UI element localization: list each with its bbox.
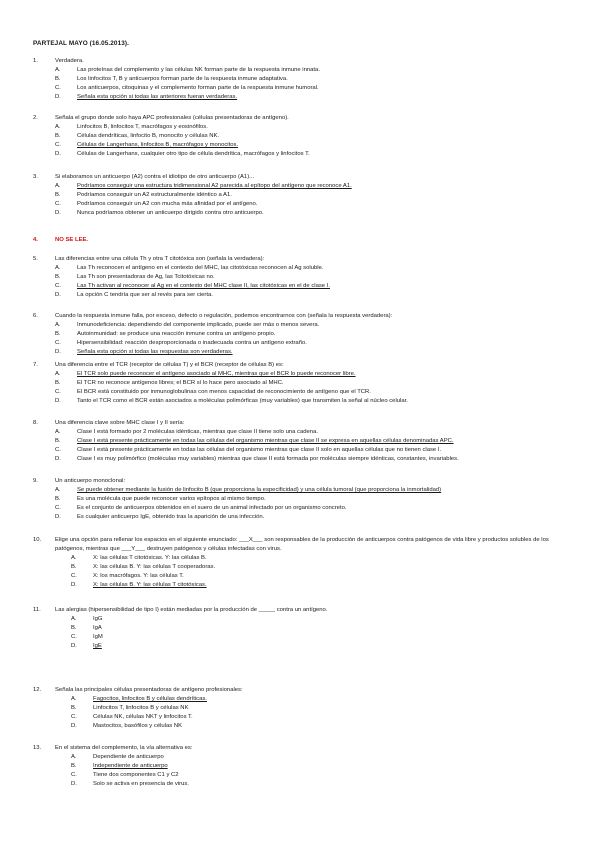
question-text: Elige una opción para rellenar los espacios en el siguiente enunciado: ___X___ son responsables de la producción de anticuerpos contra patógenos de vida libre y productos solubles de los patógenos, mientras que ___Y___ destruyen patógenos y células infectadas con virus.	[55, 537, 549, 552]
correct-option-text: Podríamos conseguir una estructura tridimensional A2 parecida al epítopo del antígeno que reconoce A1.	[77, 183, 352, 189]
option-letter: B.	[71, 705, 77, 711]
option-a	[55, 182, 578, 191]
option-text: Las Th reconocen el antígeno en el contexto del MHC, las citotóxicas reconocen al Ag soluble.	[77, 265, 324, 271]
option-letter: A.	[71, 754, 77, 760]
question-number: 6.	[33, 313, 38, 319]
option-letter: A.	[55, 487, 61, 493]
question-number: 4.	[33, 237, 38, 243]
option-letter: C.	[55, 340, 61, 346]
option-letter: C.	[55, 85, 61, 91]
option-text: Clase I es muy polimórfico (moléculas muy variables) mientras que clase II está formada por moléculas siempre idénticas, constantes, invariables.	[77, 456, 459, 462]
option-b	[71, 624, 578, 633]
question-text: Si elaboramos un anticuerpo (A2) contra el idiotipo de otro anticuerpo (A1)...	[55, 174, 255, 180]
option-a	[55, 321, 578, 330]
option-letter: D.	[71, 723, 77, 729]
option-b	[55, 437, 578, 446]
option-letter: D.	[55, 398, 61, 404]
option-text: Clase I está formado por 2 moléculas idénticas, mientras que clase II tiene solo una cadena.	[77, 429, 318, 435]
correct-option-text: Células de Langerhans, linfocitos B, macrófagos y monocitos.	[77, 142, 239, 148]
question-8	[33, 419, 578, 464]
option-text: Autoinmunidad: se produce una reacción inmune contra un antígeno propio.	[77, 331, 276, 337]
question-9	[33, 477, 578, 522]
correct-option-text: El TCR solo puede reconocer el antígeno asociado al MHC, mientras que el BCR lo puede reconocer libre.	[77, 371, 356, 377]
option-letter: D.	[55, 151, 61, 157]
option-letter: C.	[55, 283, 61, 289]
option-list	[55, 428, 578, 464]
option-letter: C.	[55, 201, 61, 207]
question-number: 3.	[33, 174, 38, 180]
question-text: En el sistema del complemento, la vía alternativa es:	[55, 745, 193, 751]
option-d	[71, 642, 578, 651]
question-10	[33, 536, 578, 590]
option-a	[55, 264, 578, 273]
option-b	[55, 495, 578, 504]
option-text: IgM	[93, 634, 103, 640]
option-list	[55, 321, 578, 357]
option-letter: A.	[55, 322, 61, 328]
question-number: 12.	[33, 687, 42, 693]
option-c	[71, 572, 578, 581]
option-list	[71, 753, 578, 789]
option-letter: A.	[71, 696, 77, 702]
correct-option-text: IgE	[93, 643, 102, 649]
option-letter: D.	[55, 514, 61, 520]
option-c	[55, 504, 578, 513]
option-letter: B.	[55, 274, 61, 280]
option-b	[71, 762, 578, 771]
option-text: IgA	[93, 625, 102, 631]
option-c	[71, 713, 578, 722]
option-a	[71, 554, 578, 563]
question-text: Una diferencia entre el TCR (receptor de células T) y el BCR (receptor de células B) es:	[55, 362, 284, 368]
correct-option-text: Clase I está presente prácticamente en todas las células del organismo mientras que clase II se expresa en aquellas células denominadas APC.	[77, 438, 454, 444]
option-letter: B.	[55, 380, 61, 386]
option-c	[55, 339, 578, 348]
option-letter: D.	[71, 781, 77, 787]
option-list	[71, 554, 578, 590]
option-letter: A.	[55, 265, 61, 271]
option-letter: B.	[55, 438, 61, 444]
correct-option-text: X: las células B. Y: las células T citotóxicas.	[93, 582, 207, 588]
option-b	[55, 132, 578, 141]
question-2	[33, 114, 578, 159]
option-text: X: las células T citotóxicas. Y: las células B.	[93, 555, 207, 561]
option-list	[55, 486, 578, 522]
option-text: La opción C tendría que ser al revés para ser cierta.	[77, 292, 213, 298]
option-d	[55, 348, 578, 357]
correct-option-text: Señala esta opción si todas las respuestas son verdaderas.	[77, 349, 233, 355]
option-c	[55, 446, 578, 455]
option-letter: A.	[55, 371, 61, 377]
question-text: Señala el grupo donde solo haya APC profesionales (células presentadoras de antígeno).	[55, 115, 289, 121]
option-text: Células NK, células NKT y linfocitos T.	[93, 714, 193, 720]
option-text: Podríamos conseguir un A2 con mucha más afinidad por el antígeno.	[77, 201, 258, 207]
question-11	[33, 606, 578, 651]
option-d	[55, 291, 578, 300]
question-text: Las diferencias entre una célula Th y otra T citotóxica son (señala la verdadera):	[55, 256, 265, 262]
option-letter: D.	[55, 349, 61, 355]
option-text: Las Th son presentadoras de Ag, las Tcitotóxicas no.	[77, 274, 215, 280]
correct-option-text: Fagocitos, linfocitos B y células dendríticas.	[93, 696, 207, 702]
question-number: 9.	[33, 478, 38, 484]
question-number: 13.	[33, 745, 42, 751]
option-text: Las proteínas del complemento y las células NK forman parte de la respuesta inmune innata.	[77, 67, 320, 73]
option-letter: D.	[71, 643, 77, 649]
option-text: Hipersensibilidad: reacción desproporcionada o inadecuada contra un antígeno extraño.	[77, 340, 307, 346]
question-6	[33, 312, 578, 357]
option-letter: C.	[71, 634, 77, 640]
question-text: NO SE LEE.	[55, 237, 89, 243]
question-number: 5.	[33, 256, 38, 262]
option-text: El BCR está constituido por inmunoglobulinas con menos capacidad de reconocimiento de antígeno que el TCR.	[77, 389, 371, 395]
option-letter: B.	[55, 192, 61, 198]
option-text: X: los macrófagos. Y: las células T.	[93, 573, 184, 579]
option-d	[55, 150, 578, 159]
option-text: Células dendríticas, linfocito B, monocito y células NK.	[77, 133, 220, 139]
option-c	[55, 388, 578, 397]
option-list	[55, 370, 578, 406]
option-letter: C.	[71, 573, 77, 579]
option-letter: B.	[71, 625, 77, 631]
option-letter: C.	[55, 142, 61, 148]
option-text: Células de Langerhans, cualquier otro tipo de célula dendrítica, macrófagos y linfocitos T.	[77, 151, 310, 157]
question-1	[33, 57, 578, 102]
question-text: Las alergias (hipersensibilidad de tipo I) están mediadas por la producción de _____ contra un antígeno.	[55, 607, 328, 613]
question-13	[33, 744, 578, 789]
option-c	[55, 282, 578, 291]
option-b	[55, 379, 578, 388]
option-letter: B.	[71, 763, 77, 769]
option-d	[55, 455, 578, 464]
option-d	[71, 722, 578, 731]
option-text: Linfocitos T, linfocitos B y células NK	[93, 705, 189, 711]
option-a	[55, 66, 578, 75]
option-letter: D.	[71, 582, 77, 588]
option-letter: B.	[55, 133, 61, 139]
question-number: 8.	[33, 420, 38, 426]
option-b	[55, 273, 578, 282]
option-text: Los linfocitos T, B y anticuerpos forman parte de la respuesta inmune adaptativa.	[77, 76, 288, 82]
option-letter: B.	[55, 496, 61, 502]
option-text: Nunca podríamos obtener un anticuerpo dirigido contra otro anticuerpo.	[77, 210, 264, 216]
question-number: 10.	[33, 537, 42, 543]
question-number: 7.	[33, 362, 38, 368]
correct-option-text: Las Th activan al reconocer al Ag en el contexto del MHC clase II, las citotóxicas en el de clase I.	[77, 283, 330, 289]
option-a	[55, 370, 578, 379]
option-text: IgG	[93, 616, 103, 622]
correct-option-text: Se puede obtener mediante la fusión de linfocito B (que proporciona la especificidad) y una célula tumoral (que proporciona la inmortalidad)	[77, 487, 442, 493]
option-text: Es cualquier anticuerpo IgE, obtenido tras la aparición de una infección.	[77, 514, 265, 520]
option-text: Inmunodeficiencia: dependiendo del componente implicado, puede ser más o menos severa.	[77, 322, 320, 328]
option-letter: C.	[55, 389, 61, 395]
option-c	[55, 141, 578, 150]
option-a	[71, 615, 578, 624]
question-number: 1.	[33, 58, 38, 64]
option-d	[55, 209, 578, 218]
option-letter: C.	[71, 714, 77, 720]
option-text: Dependiente de anticuerpo	[93, 754, 164, 760]
option-text: Es el conjunto de anticuerpos obtenidos en el suero de un animal infectado por un organismo concreto.	[77, 505, 347, 511]
question-text: Un anticuerpo monoclonal:	[55, 478, 126, 484]
option-list	[55, 182, 578, 218]
option-a	[55, 486, 578, 495]
question-text: Verdadera.	[55, 58, 84, 64]
option-d	[71, 780, 578, 789]
option-text: Los anticuerpos, citoquinas y el complemento forman parte de la respuesta inmune humoral.	[77, 85, 319, 91]
option-b	[71, 563, 578, 572]
question-text: Señala las principales células presentadoras de antígeno profesionales:	[55, 687, 243, 693]
question-12	[33, 686, 578, 731]
option-b	[55, 191, 578, 200]
option-letter: B.	[55, 331, 61, 337]
option-text: Tiene dos componentes C1 y C2	[93, 772, 179, 778]
option-a	[71, 695, 578, 704]
question-4	[33, 236, 578, 245]
option-letter: A.	[55, 124, 61, 130]
correct-option-text: Independiente de anticuerpo	[93, 763, 168, 769]
option-list	[55, 264, 578, 300]
option-letter: A.	[71, 555, 77, 561]
option-a	[55, 123, 578, 132]
option-text: X: las células B. Y: las células T cooperadoras.	[93, 564, 216, 570]
option-c	[71, 771, 578, 780]
option-text: Podríamos conseguir un A2 estructuralmente idéntico a A1.	[77, 192, 232, 198]
option-letter: B.	[55, 76, 61, 82]
option-text: Solo se activa en presencia de virus.	[93, 781, 189, 787]
option-text: El TCR no reconoce antígenos libres; el BCR sí lo hace pero asociado al MHC.	[77, 380, 284, 386]
option-a	[71, 753, 578, 762]
option-letter: C.	[71, 772, 77, 778]
option-c	[55, 84, 578, 93]
question-number: 2.	[33, 115, 38, 121]
option-a	[55, 428, 578, 437]
question-3	[33, 173, 578, 218]
option-letter: D.	[55, 456, 61, 462]
option-b	[55, 75, 578, 84]
question-7	[33, 361, 578, 406]
option-b	[71, 704, 578, 713]
option-letter: A.	[55, 67, 61, 73]
option-letter: C.	[55, 505, 61, 511]
option-text: Es una molécula que puede reconocer varios epítopos al mismo tiempo.	[77, 496, 266, 502]
option-list	[71, 695, 578, 731]
option-text: Tanto el TCR como el BCR están asociados a moléculas polimórficas (muy variables) que transmiten la señal al núcleo celular.	[77, 398, 408, 404]
option-letter: D.	[55, 94, 61, 100]
option-text: Clase I está presente prácticamente en todas las células del organismo mientras que clase II solo en aquellas células que no tienen clase I.	[77, 447, 442, 453]
page-title: PARTEJAL MAYO (16.05.2013).	[33, 40, 129, 47]
option-d	[55, 93, 578, 102]
option-c	[55, 200, 578, 209]
option-d	[71, 581, 578, 590]
question-number: 11.	[33, 607, 41, 613]
option-text: Mastocitos, basófilos y células NK	[93, 723, 183, 729]
option-list	[55, 123, 578, 159]
option-letter: D.	[55, 292, 61, 298]
option-d	[55, 513, 578, 522]
option-letter: A.	[71, 616, 77, 622]
question-text: Cuando la respuesta inmune falla, por exceso, defecto o regulación, podemos encontrarnos con (señala la respuesta verdadera):	[55, 313, 393, 319]
option-letter: D.	[55, 210, 61, 216]
question-5	[33, 255, 578, 300]
option-letter: A.	[55, 429, 61, 435]
option-c	[71, 633, 578, 642]
option-text: Linfocitos B, linfocitos T, macrófagos y eosinófilos.	[77, 124, 208, 130]
option-letter: A.	[55, 183, 61, 189]
option-list	[71, 615, 578, 651]
option-letter: B.	[71, 564, 77, 570]
question-text: Una diferencia clave sobre MHC clase I y II sería:	[55, 420, 185, 426]
option-d	[55, 397, 578, 406]
option-list	[55, 66, 578, 102]
correct-option-text: Señala esta opción si todas las anteriores fueran verdaderas.	[77, 94, 238, 100]
option-b	[55, 330, 578, 339]
option-letter: C.	[55, 447, 61, 453]
